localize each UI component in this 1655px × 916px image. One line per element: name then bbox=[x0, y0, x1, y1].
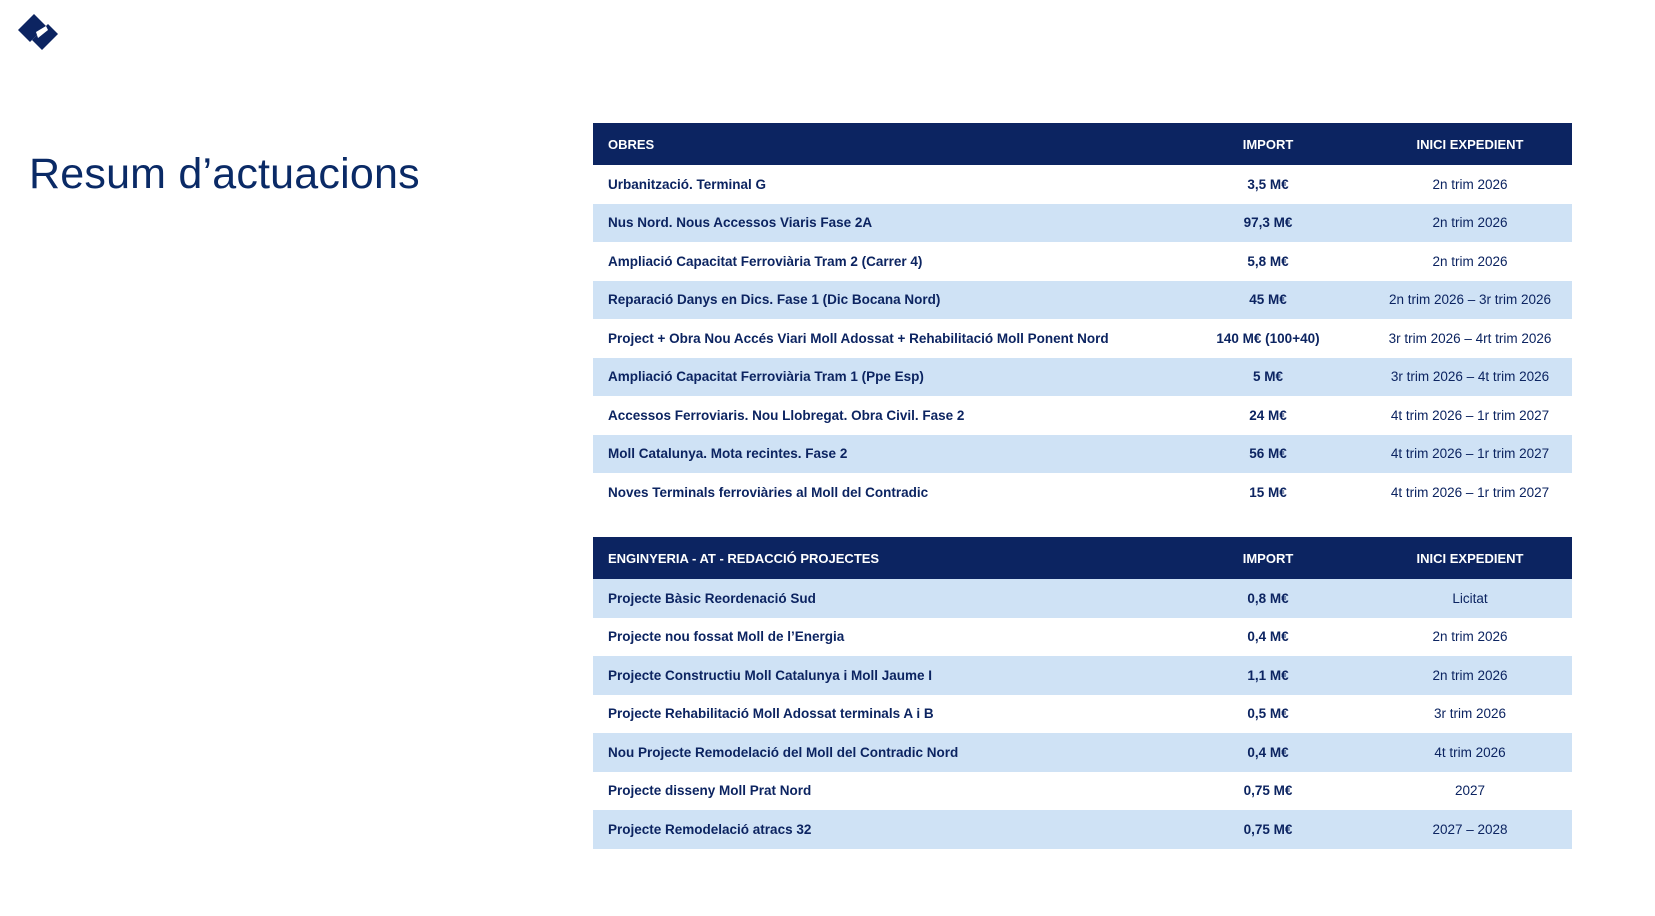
projecte-import: 0,75 M€ bbox=[1168, 810, 1368, 849]
table-row bbox=[593, 733, 1572, 772]
projecte-import: 0,4 M€ bbox=[1247, 629, 1289, 645]
obra-start: 2n trim 2026 bbox=[1432, 176, 1508, 192]
projecte-name: Projecte Rehabilitació Moll Adossat terminals A i B bbox=[608, 706, 934, 722]
obra-import: 140 M€ (100+40) bbox=[1216, 330, 1320, 346]
obra-name: Noves Terminals ferroviàries al Moll del Contradic bbox=[608, 484, 929, 500]
projecte-import: 0,8 M€ bbox=[1168, 579, 1368, 618]
obra-name: Ampliació Capacitat Ferroviària Tram 1 (Ppe Esp) bbox=[593, 358, 1168, 397]
obra-import: 5 M€ bbox=[1168, 358, 1368, 397]
projecte-start: 2n trim 2026 bbox=[1368, 656, 1572, 695]
obra-start: 3r trim 2026 – 4rt trim 2026 bbox=[1388, 330, 1552, 346]
table-row bbox=[593, 435, 1572, 474]
projecte-start: 2027 bbox=[1454, 783, 1486, 799]
obra-name: Moll Catalunya. Mota recintes. Fase 2 bbox=[593, 435, 1168, 474]
obra-start: 2n trim 2026 – 3r trim 2026 bbox=[1368, 281, 1572, 320]
obra-import: 15 M€ bbox=[1249, 484, 1287, 500]
page-title: Resum d’actuacions bbox=[29, 150, 420, 198]
projecte-import: 0,4 M€ bbox=[1168, 733, 1368, 772]
obres-header-name: OBRES bbox=[593, 123, 1168, 165]
projecte-start: Licitat bbox=[1368, 579, 1572, 618]
projecte-name: Projecte disseny Moll Prat Nord bbox=[608, 783, 812, 799]
projecte-name: Projecte nou fossat Moll de l’Energia bbox=[608, 629, 845, 645]
table-row bbox=[593, 618, 1572, 657]
projecte-start: 3r trim 2026 bbox=[1433, 706, 1507, 722]
projecte-start: 2027 – 2028 bbox=[1368, 810, 1572, 849]
table-row bbox=[593, 358, 1572, 397]
obres-header-import: IMPORT bbox=[1168, 123, 1368, 165]
table-row bbox=[593, 281, 1572, 320]
obra-name: Ampliació Capacitat Ferroviària Tram 2 (Carrer 4) bbox=[608, 253, 923, 269]
obra-start: 4t trim 2026 – 1r trim 2027 bbox=[1368, 435, 1572, 474]
obra-name: Nus Nord. Nous Accessos Viaris Fase 2A bbox=[593, 204, 1168, 243]
obra-start: 4t trim 2026 – 1r trim 2027 bbox=[1390, 484, 1550, 500]
obra-start: 2n trim 2026 bbox=[1432, 253, 1508, 269]
enginyeria-header-name: ENGINYERIA - AT - REDACCIÓ PROJECTES bbox=[593, 537, 1168, 579]
projecte-name: Projecte Bàsic Reordenació Sud bbox=[593, 579, 1168, 618]
projecte-name: Projecte Constructiu Moll Catalunya i Moll Jaume I bbox=[593, 656, 1168, 695]
table-row bbox=[593, 204, 1572, 243]
obra-import: 24 M€ bbox=[1249, 407, 1287, 423]
obra-import: 97,3 M€ bbox=[1168, 204, 1368, 243]
projecte-name: Projecte Remodelació atracs 32 bbox=[593, 810, 1168, 849]
table-row bbox=[593, 695, 1572, 734]
enginyeria-table bbox=[593, 537, 1572, 849]
obres-header-row bbox=[593, 123, 1572, 165]
table-row bbox=[593, 656, 1572, 695]
table-row bbox=[593, 165, 1572, 204]
projecte-import: 0,5 M€ bbox=[1247, 706, 1289, 722]
obra-name: Reparació Danys en Dics. Fase 1 (Dic Bocana Nord) bbox=[593, 281, 1168, 320]
port-logo-icon bbox=[16, 10, 60, 54]
table-row bbox=[593, 319, 1572, 358]
table-row bbox=[593, 772, 1572, 811]
table-row bbox=[593, 396, 1572, 435]
obra-import: 45 M€ bbox=[1168, 281, 1368, 320]
obres-header-start: INICI EXPEDIENT bbox=[1368, 123, 1572, 165]
obra-name: Urbanització. Terminal G bbox=[608, 176, 767, 192]
enginyeria-header-start: INICI EXPEDIENT bbox=[1368, 537, 1572, 579]
table-row bbox=[593, 473, 1572, 512]
projecte-import: 0,75 M€ bbox=[1243, 783, 1293, 799]
enginyeria-header-row bbox=[593, 537, 1572, 579]
projecte-name: Nou Projecte Remodelació del Moll del Contradic Nord bbox=[593, 733, 1168, 772]
obra-import: 56 M€ bbox=[1168, 435, 1368, 474]
obra-import: 3,5 M€ bbox=[1247, 176, 1289, 192]
obra-import: 5,8 M€ bbox=[1247, 253, 1289, 269]
obra-name: Accessos Ferroviaris. Nou Llobregat. Obra Civil. Fase 2 bbox=[608, 407, 965, 423]
projecte-start: 2n trim 2026 bbox=[1432, 629, 1508, 645]
table-row bbox=[593, 579, 1572, 618]
obra-name: Project + Obra Nou Accés Viari Moll Adossat + Rehabilitació Moll Ponent Nord bbox=[608, 330, 1109, 346]
table-row bbox=[593, 242, 1572, 281]
enginyeria-header-import: IMPORT bbox=[1168, 537, 1368, 579]
table-row bbox=[593, 810, 1572, 849]
projecte-start: 4t trim 2026 bbox=[1368, 733, 1572, 772]
obra-start: 3r trim 2026 – 4t trim 2026 bbox=[1368, 358, 1572, 397]
projecte-import: 1,1 M€ bbox=[1168, 656, 1368, 695]
obra-start: 4t trim 2026 – 1r trim 2027 bbox=[1390, 407, 1550, 423]
obra-start: 2n trim 2026 bbox=[1368, 204, 1572, 243]
obres-table bbox=[593, 123, 1572, 512]
